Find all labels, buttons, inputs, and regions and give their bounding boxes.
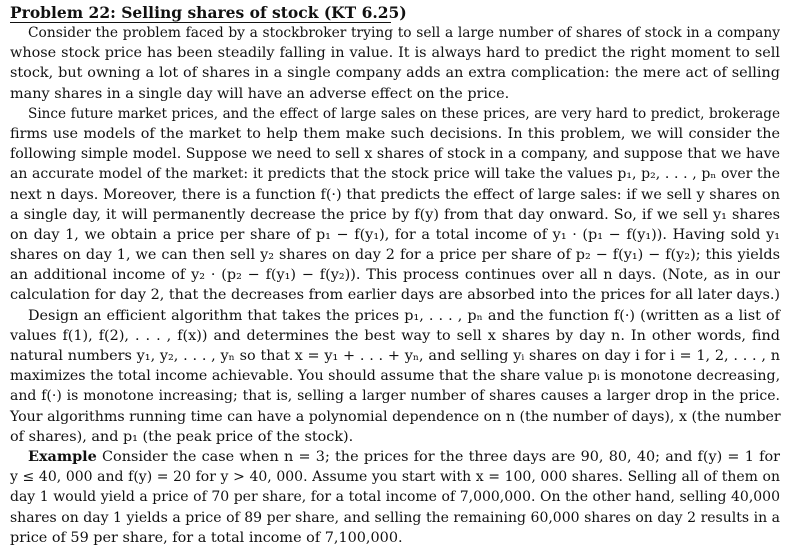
text-line: whose stock price has been steadily falling in value. It is always hard to predict the right moment to sell <box>10 45 780 62</box>
text-line <box>10 447 780 467</box>
text-line: Your algorithms running time can have a polynomial dependence on n (the number of days), x (the number <box>10 408 781 425</box>
text-line: of shares), and p₁ (the peak price of the stock). <box>10 428 354 445</box>
text-line: price of 59 per share, for a total income of 7,100,000. <box>10 529 403 546</box>
text-line: maximizes the total income achievable. You should assume that the share value pᵢ is monotone decreasing, <box>10 368 781 385</box>
text-line: y ≤ 40, 000 and f(y) = 20 for y > 40, 000. Assume you start with x = 100, 000 shares. Selling all of them on <box>10 469 780 486</box>
text-line: next n days. Moreover, there is a function f(·) that predicts the effect of large sales: if we sell y shares on <box>10 186 780 203</box>
text-line: an accurate model of the market: it predicts that the stock price will take the values p₁, p₂, . . . , pₙ over the <box>10 166 780 183</box>
text-line: values f(1), f(2), . . . , f(x)) and determines the best way to sell x shares by day n. In other words, find <box>10 327 780 344</box>
text-line: firms use models of the market to help them make such decisions. In this problem, we will consider the <box>10 125 780 142</box>
paragraph-task <box>10 306 780 447</box>
problem-title: Problem 22: Selling shares of stock (KT 6.25) <box>10 3 407 22</box>
document-page <box>10 0 780 548</box>
text-line: following simple model. Suppose we need to sell x shares of stock in a company, and suppose that we have <box>10 146 780 163</box>
paragraph-intro <box>10 23 780 104</box>
text-line: calculation for day 2, that the decreases from earlier days are absorbed into the prices for all later days.) <box>10 287 781 304</box>
text-line: Design an efficient algorithm that takes the prices p₁, . . . , pₙ and the function f(·) (written as a list of <box>28 307 780 324</box>
text-line: Since future market prices, and the effect of large sales on these prices, are very hard to predict, brokerage <box>28 105 780 122</box>
text-line: Consider the problem faced by a stockbroker trying to sell a large number of shares of stock in a company <box>28 25 780 41</box>
paragraph-example <box>10 447 780 548</box>
text-line: natural numbers y₁, y₂, . . . , yₙ so that x = y₁ + . . . + yₙ, and selling yᵢ shares on day i for i = 1, 2, . . . , n <box>10 348 780 364</box>
example-label: Example <box>28 447 97 465</box>
text-line: day 1 would yield a price of 70 per share, for a total income of 7,000,000. On the other hand, selling 40,000 <box>10 489 780 506</box>
text-line: and f(·) is monotone increasing; that is, selling a larger number of shares causes a larger drop in the price. <box>10 388 780 405</box>
text-line: stock, but owning a lot of shares in a single company adds an extra complication: the mere act of selling <box>10 65 780 82</box>
paragraph-model <box>10 104 780 306</box>
text-line: a single day, it will permanently decrease the price by f(y) from that day onward. So, if we sell y₁ shares <box>10 206 780 223</box>
text-line: an additional income of y₂ · (p₂ − f(y₁) − f(y₂)). This process continues over all n days. (Note, as in our <box>10 267 780 284</box>
example-first-line: Consider the case when n = 3; the prices for the three days are 90, 80, 40; and f(y) = 1 for <box>96 448 780 465</box>
text-line: shares on day 1 yields a price of 89 per share, and selling the remaining 60,000 shares on day 2 results in a <box>10 509 780 526</box>
text-line: on day 1, we obtain a price per share of p₁ − f(y₁), for a total income of y₁ · (p₁ − f(y₁)). Having sold y₁ <box>10 226 780 243</box>
text-line: many shares in a single day will have an adverse effect on the price. <box>10 85 510 102</box>
text-line: shares on day 1, we can then sell y₂ shares on day 2 for a price per share of p₂ − f(y₁) − f(y₂); this yields <box>10 247 780 264</box>
